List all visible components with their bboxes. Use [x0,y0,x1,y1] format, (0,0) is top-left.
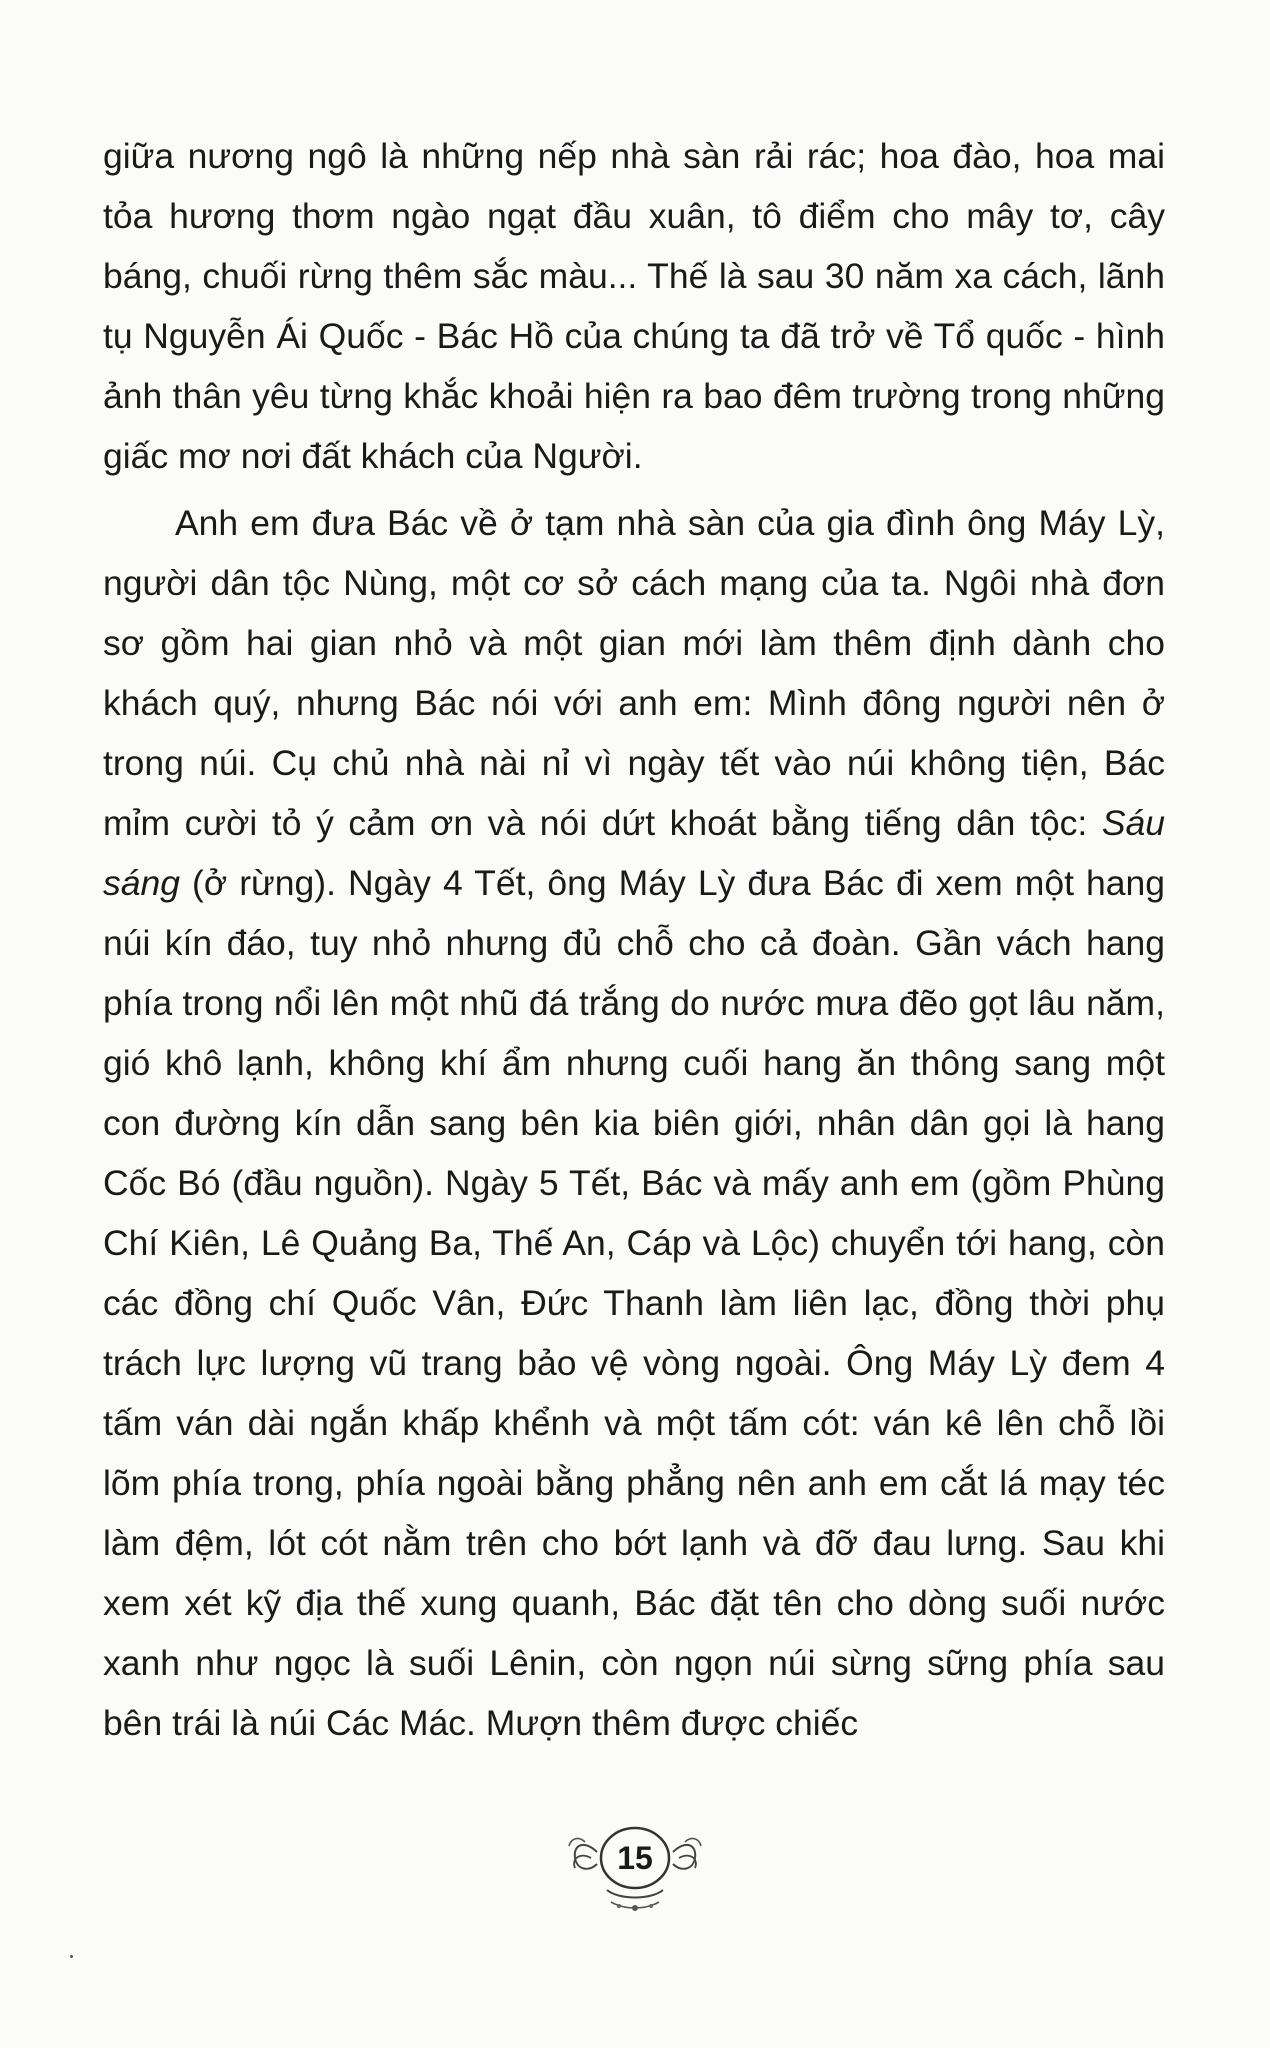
paragraph-2-text-after: (ở rừng). Ngày 4 Tết, ông Máy Lỳ đưa Bác đi xem một hang núi kín đáo, tuy nhỏ nhưng đủ chỗ cho cả đoàn. Gần vách hang phía trong nổi lên một nhũ đá trắng do nước mưa đẽo gọt lâu năm, gió khô lạnh, không khí ẩm nhưng cuối hang ăn thông sang một con đường kín dẫn sang bên kia biên giới, nhân dân gọi là hang Cốc Bó (đầu nguồn). Ngày 5 Tết, Bác và mấy anh em (gồm Phùng Chí Kiên, Lê Quảng Ba, Thế An, Cáp và Lộc) chuyển tới hang, còn các đồng chí Quốc Vân, Đức Thanh làm liên lạc, đồng thời phụ trách lực lượng vũ trang bảo vệ vòng ngoài. Ông Máy Lỳ đem 4 tấm ván dài ngắn khấp khểnh và một tấm cót: ván kê lên chỗ lồi lõm phía trong, phía ngoài bằng phẳng nên anh em cắt lá mạy téc làm đệm, lót cót nằm trên cho bớt lạnh và đỡ đau lưng. Sau khi xem xét kỹ địa thế xung quanh, Bác đặt tên cho dòng suối nước xanh như ngọc là suối Lênin, còn ngọn núi sừng sững phía sau bên trái là núi Các Mác. Mượn thêm được chiếc [103,863,1165,1743]
paragraph-1 [103,126,1165,486]
paragraph-2-italic-phrase: Sáu sáng [103,803,1165,903]
paragraph-2-text-before: Anh em đưa Bác về ở tạm nhà sàn của gia đình ông Máy Lỳ, người dân tộc Nùng, một cơ sở cách mạng của ta. Ngôi nhà đơn sơ gồm hai gian nhỏ và một gian mới làm thêm định dành cho khách quý, nhưng Bác nói với anh em: Mình đông người nên ở trong núi. Cụ chủ nhà nài nỉ vì ngày tết vào núi không tiện, Bác mỉm cười tỏ ý cảm ơn và nói dứt khoát bằng tiếng dân tộc: [103,503,1165,843]
body-text [103,126,1165,1753]
page-number-ornament [545,1822,725,1932]
scan-speck [70,1955,73,1958]
page-number: 15 [617,1840,653,1876]
paragraph-2 [103,493,1165,1753]
paragraph-1-text: giữa nương ngô là những nếp nhà sàn rải rác; hoa đào, hoa mai tỏa hương thơm ngào ngạt đầu xuân, tô điểm cho mây tơ, cây báng, chuối rừng thêm sắc màu... Thế là sau 30 năm xa cách, lãnh tụ Nguyễn Ái Quốc - Bác Hồ của chúng ta đã trở về Tổ quốc - hình ảnh thân yêu từng khắc khoải hiện ra bao đêm trường trong những giấc mơ nơi đất khách của Người. [103,136,1165,476]
